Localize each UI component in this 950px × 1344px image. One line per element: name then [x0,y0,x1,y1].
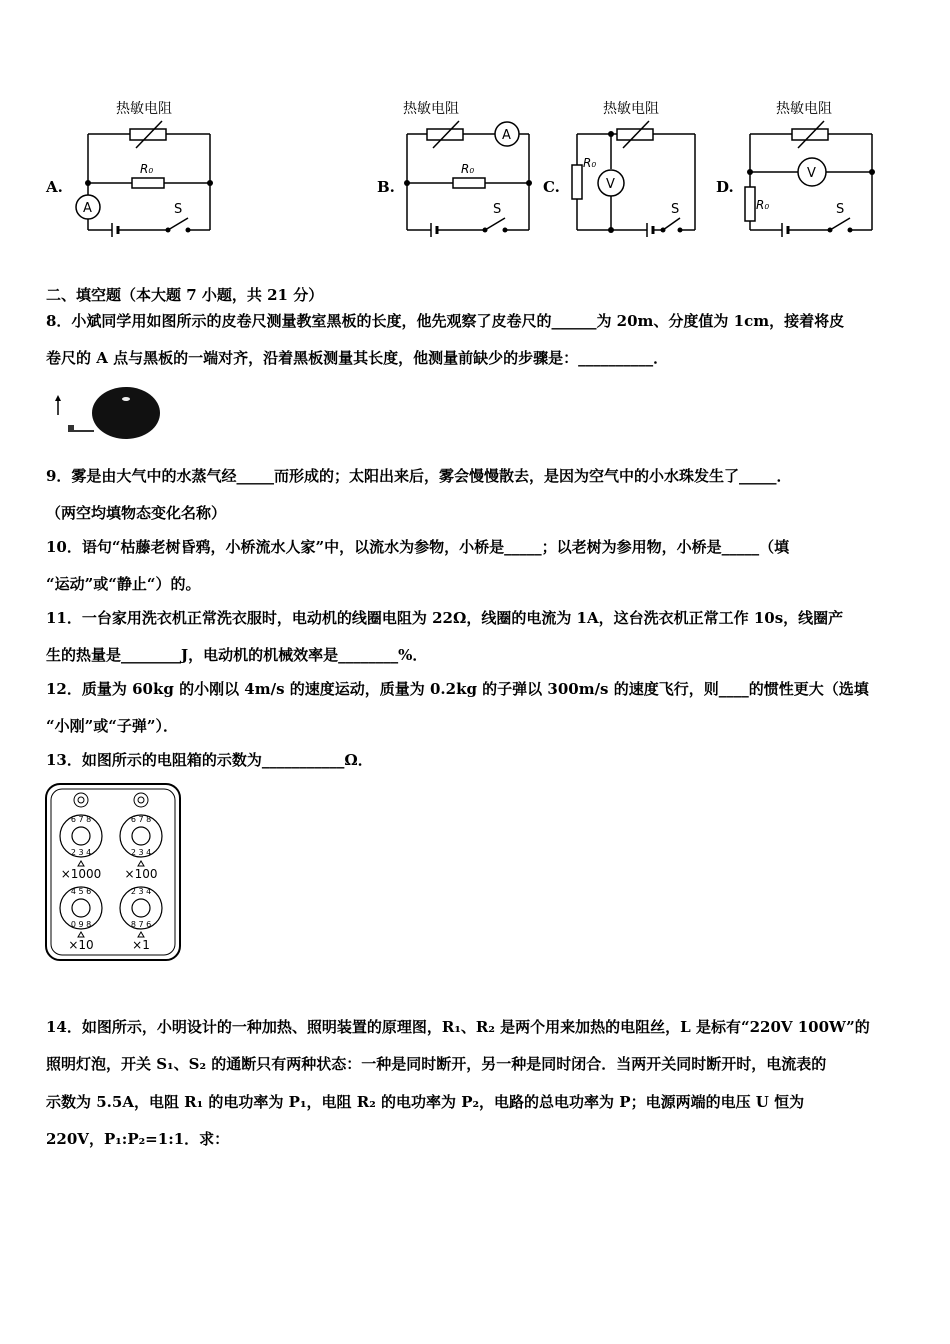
question-9-line2: （两空均填物态变化名称） [46,504,227,522]
option-d-label: D. [716,178,734,196]
multiplier-1000: ×1000 [60,867,102,881]
thermistor-label: 热敏电阻 [403,101,459,117]
question-14-line3: 示数为 5.5A，电阻 R₁ 的电功率为 P₁，电阻 R₂ 的电功率为 P₂，电路的总电功率为 P；电源两端的电压 U 恒为 [46,1093,805,1111]
voltmeter-icon: V [807,166,816,181]
question-11-line1: 11．一台家用洗衣机正常洗衣服时，电动机的线圈电阻为 22Ω，线圈的电流为 1A，这台洗衣机正常工作 10s，线圈产 [46,609,844,627]
switch-label: S [671,202,680,217]
voltmeter-icon: V [606,177,615,192]
multiplier-1: ×1 [132,938,150,952]
question-13-line1: 13．如图所示的电阻箱的示数为___________Ω． [46,751,373,769]
circuit-diagram-b [395,95,545,240]
option-a-label: A. [46,178,63,196]
svg-text:0 9 8: 0 9 8 [70,920,92,929]
question-9-line1: 9．雾是由大气中的水蒸气经_____而形成的；太阳出来后，雾会慢慢散去，是因为空气中的小水珠发生了_____． [46,467,792,485]
section-heading: 二、填空题（本大题 7 小题，共 21 分） [46,286,324,304]
multiplier-100: ×100 [124,867,158,881]
question-11-line2: 生的热量是________J，电动机的机械效率是________%． [46,646,428,664]
r0-label: R₀ [583,156,597,170]
question-14-line2: 照明灯泡，开关 S₁、S₂ 的通断只有两种状态：一种是同时断开，另一种是同时闭合．当两开关同时断开时，电流表的 [46,1055,827,1073]
tape-measure-image [48,385,168,445]
switch-label: S [174,202,183,217]
r0-label: R₀ [140,162,154,176]
svg-text:2 3 4: 2 3 4 [130,887,152,896]
switch-label: S [836,202,845,217]
switch-label: S [493,202,502,217]
svg-text:2 3 4: 2 3 4 [70,848,92,857]
option-b-label: B. [377,178,395,196]
thermistor-label: 热敏电阻 [776,101,832,117]
svg-text:4 5 6: 4 5 6 [70,887,92,896]
question-8-line2: 卷尺的 A 点与黑板的一端对齐，沿着黑板测量其长度，他测量前缺少的步骤是：__________． [46,349,669,367]
resistance-box-image [44,782,184,964]
question-14-line4: 220V，P₁:P₂=1:1．求： [46,1130,230,1148]
multiplier-10: ×10 [68,938,94,952]
circuit-diagram-d [740,95,890,240]
circuit-diagram-c [565,95,705,240]
option-c-label: C. [543,178,560,196]
question-14-line1: 14．如图所示，小明设计的一种加热、照明装置的原理图，R₁、R₂ 是两个用来加热的电阻丝，L 是标有“220V 100W”的 [46,1018,870,1036]
ammeter-icon: A [502,128,511,143]
thermistor-label: 热敏电阻 [603,101,659,117]
svg-text:2 3 4: 2 3 4 [130,848,152,857]
question-8-line1: 8．小斌同学用如图所示的皮卷尺测量教室黑板的长度，他先观察了皮卷尺的______为 20m、分度值为 1cm，接着将皮 [46,312,845,330]
svg-text:6 7 8: 6 7 8 [130,815,152,824]
r0-label: R₀ [461,162,475,176]
svg-text:8 7 6: 8 7 6 [130,920,152,929]
question-10-line1: 10．语句“枯藤老树昏鸦，小桥流水人家”中，以流水为参物，小桥是_____；以老树为参用物，小桥是_____（填 [46,538,790,556]
svg-text:6 7 8: 6 7 8 [70,815,92,824]
question-12-line1: 12．质量为 60kg 的小刚以 4m/s 的速度运动，质量为 0.2kg 的子弹以 300m/s 的速度飞行，则____的惯性更大（选填 [46,680,869,698]
r0-label: R₀ [756,198,770,212]
ammeter-icon: A [83,201,92,216]
thermistor-label: 热敏电阻 [116,101,172,117]
question-12-line2: “小刚”或“子弹”）． [46,717,179,735]
circuit-diagram-a [70,95,230,240]
question-10-line2: “运动”或“静止“）的。 [46,575,201,593]
